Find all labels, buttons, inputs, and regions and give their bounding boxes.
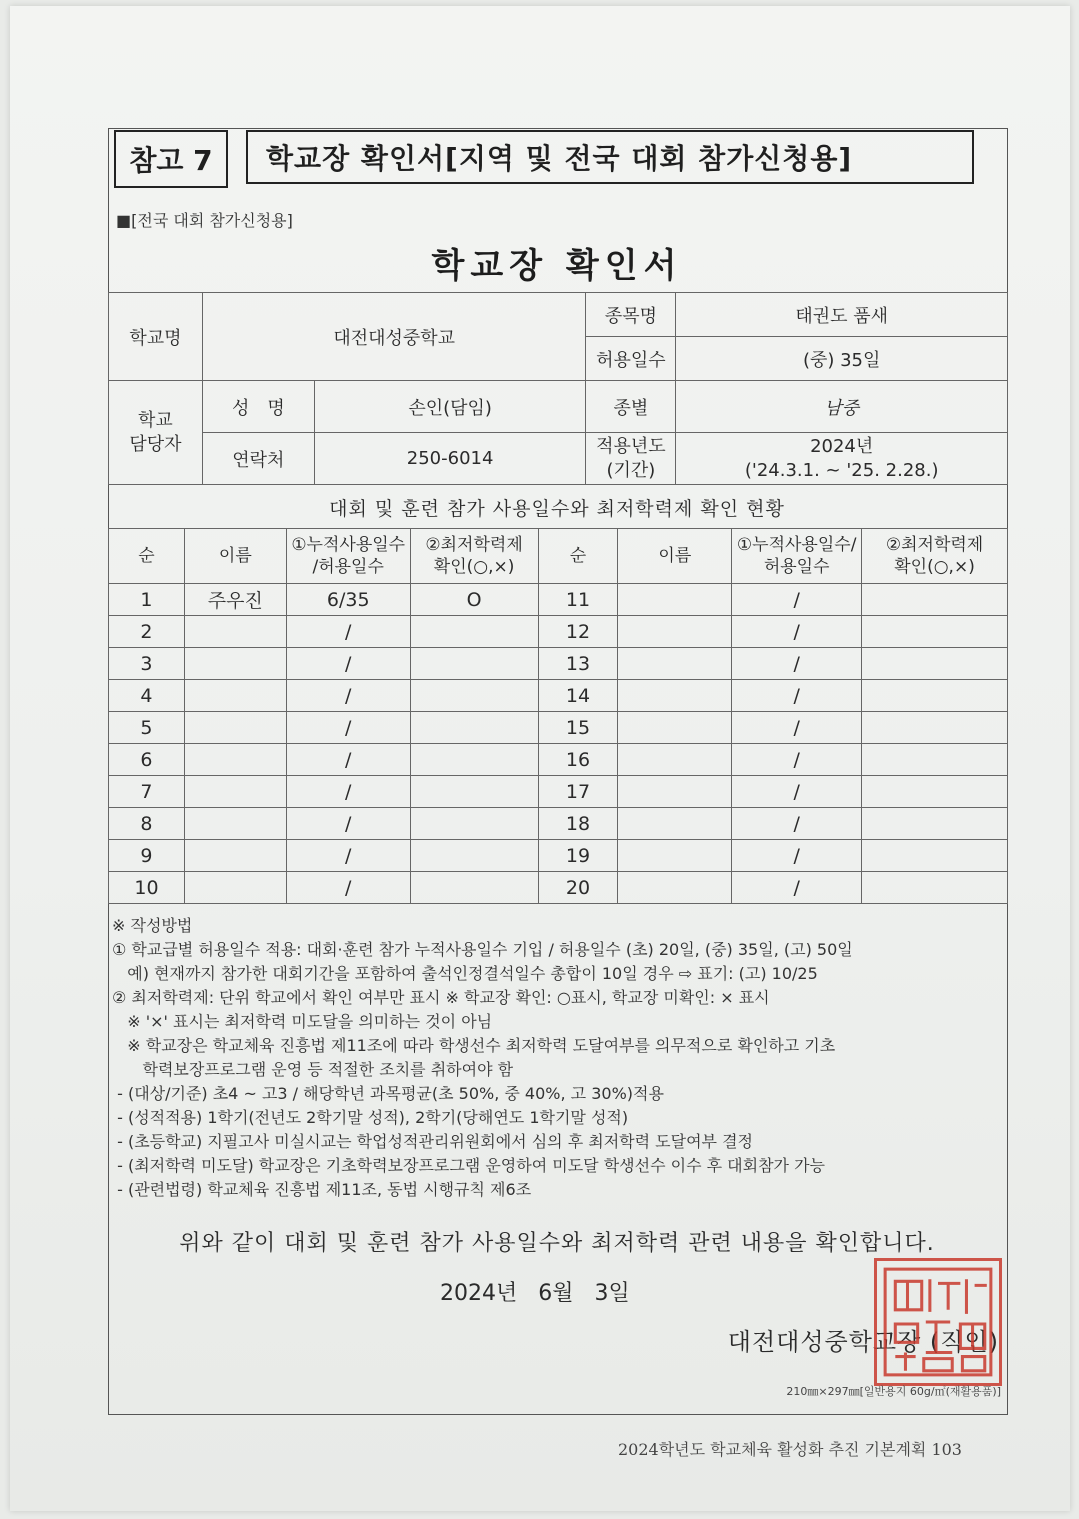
header-check-right-line2: 확인(○,×) [894,557,975,577]
instruction-line: - (관련법령) 학교체육 진흥법 제11조, 동법 시행규칙 제6조 [112,1180,532,1199]
school-value: 대전대성중학교 [202,293,586,381]
instruction-line: - (초등학교) 지필고사 미실시교는 학업성적관리위원회에서 심의 후 최저학력 도달여부 결정 [112,1132,753,1151]
academic-check-cell [862,744,1008,776]
academic-check-cell [410,712,538,744]
year-label-line2: (기간) [606,459,656,481]
academic-check-cell [862,808,1008,840]
athlete-name-cell [184,840,286,872]
used-days-cell: / [732,776,862,808]
row-number-cell: 15 [538,712,618,744]
contact-label: 연락처 [202,433,314,485]
used-days-cell: / [732,872,862,904]
row-number-cell: 7 [109,776,185,808]
header-days-line1: ①누적사용일수 [291,535,406,555]
athlete-name-cell [618,744,732,776]
year-value-line2: ('24.3.1. ~ '25. 2.28.) [744,459,939,481]
athlete-name-cell [184,776,286,808]
row-number-cell: 6 [109,744,185,776]
athlete-name-cell [618,584,732,616]
academic-check-cell [410,840,538,872]
header-check-line1: ②최저학력제 [425,535,523,555]
table-row [109,744,1008,776]
table-row [109,616,1008,648]
info-table [108,292,1008,485]
page-footer: 2024학년도 학교체육 활성화 추진 기본계획 103 [618,1440,962,1459]
athlete-name-cell [184,616,286,648]
table-row [109,648,1008,680]
row-number-cell: 10 [109,872,185,904]
year-value [676,433,1008,485]
header-check [410,529,538,584]
header-check-right [862,529,1008,584]
header-no: 순 [109,529,185,584]
instruction-line: 예) 현재까지 참가한 대회기간을 포함하여 출석인정결석일수 총합이 10일 경우 ⇨ 표기: (고) 10/25 [112,964,818,983]
table-header-row [109,529,1008,584]
year-label [586,433,676,485]
instruction-line: ① 학교급별 허용일수 적용: 대회·훈련 참가 누적사용일수 기입 / 허용일수 (초) 20일, (중) 35일, (고) 50일 [112,940,853,959]
athlete-name-cell [184,808,286,840]
header-days-right-line2: 허용일수 [763,557,830,577]
document-title: 학교장 확인서 [431,246,683,286]
used-days-cell: / [286,744,410,776]
used-days-cell: / [732,584,862,616]
academic-check-cell [862,872,1008,904]
table-caption: 대회 및 훈련 참가 사용일수와 최저학력제 확인 현황 [329,498,785,520]
athlete-name-cell [184,744,286,776]
used-days-cell: / [286,616,410,648]
instruction-line: - (대상/기준) 초4 ~ 고3 / 해당학년 과목평균(초 50%, 중 40%, 고 30%)적용 [112,1084,664,1103]
instruction-line: ※ 학교장은 학교체육 진흥법 제11조에 따라 학생선수 최저학력 도달여부를 의무적으로 확인하고 기초 [112,1036,836,1055]
name-value: 손인(담임) [314,381,586,433]
year-value-line1: 2024년 [810,435,874,457]
row-number-cell: 17 [538,776,618,808]
row-number-cell: 13 [538,648,618,680]
academic-check-cell [862,840,1008,872]
academic-check-cell [862,648,1008,680]
name-label: 성 명 [202,381,314,433]
paper-spec: 210㎜×297㎜[일반용지 60g/㎡(재활용품)] [786,1385,1001,1398]
writing-instructions [112,914,1004,1202]
header-check-right-line1: ②최저학력제 [885,535,984,555]
row-number-cell: 14 [538,680,618,712]
table-row [109,840,1008,872]
allow-value: (중) 35일 [676,337,1008,381]
type-label: 종별 [586,381,676,433]
table-row [109,808,1008,840]
official-seal-stamp [874,1258,1002,1386]
header-name: 이름 [184,529,286,584]
row-number-cell: 18 [538,808,618,840]
confirmation-date: 2024년 6월 3일 [440,1281,630,1306]
used-days-cell: / [732,840,862,872]
athlete-name-cell [184,680,286,712]
used-days-cell: / [286,680,410,712]
row-number-cell: 16 [538,744,618,776]
table-row [109,712,1008,744]
academic-check-cell [410,872,538,904]
header-days-right [732,529,862,584]
row-number-cell: 20 [538,872,618,904]
athlete-name-cell [618,872,732,904]
instruction-line: ② 최저학력제: 단위 학교에서 확인 여부만 표시 ※ 학교장 확인: ○표시, 학교장 미확인: × 표시 [112,988,770,1007]
row-number-cell: 12 [538,616,618,648]
used-days-cell: 6/35 [286,584,410,616]
academic-check-cell [410,744,538,776]
academic-check-cell [862,712,1008,744]
row-number-cell: 4 [109,680,185,712]
instruction-line: - (최저학력 미도달) 학교장은 기초학력보장프로그램 운영하여 미도달 학생선수 이수 후 대회참가 가능 [112,1156,825,1175]
academic-check-cell [410,808,538,840]
row-number-cell: 8 [109,808,185,840]
allow-label: 허용일수 [586,337,676,381]
instruction-line: ※ 작성방법 [112,916,193,935]
used-days-cell: / [286,808,410,840]
type-value: 남중 [676,381,1008,433]
participation-table [108,528,1008,904]
event-value: 태권도 품새 [676,293,1008,337]
event-label: 종목명 [586,293,676,337]
academic-check-cell [862,776,1008,808]
used-days-cell: / [286,712,410,744]
athlete-name-cell [618,840,732,872]
academic-check-cell [862,616,1008,648]
instruction-line: - (성적적용) 1학기(전년도 2학기말 성적), 2학기(당해연도 1학기말 성적) [112,1108,629,1127]
used-days-cell: / [732,680,862,712]
academic-check-cell [410,616,538,648]
used-days-cell: / [732,712,862,744]
academic-check-cell: O [410,584,538,616]
used-days-cell: / [286,648,410,680]
athlete-name-cell [618,712,732,744]
confirmation-statement: 위와 같이 대회 및 훈련 참가 사용일수와 최저학력 관련 내용을 확인합니다. [179,1231,935,1256]
header-days [286,529,410,584]
academic-check-cell [410,680,538,712]
athlete-name-cell [618,616,732,648]
academic-check-cell [862,584,1008,616]
athlete-name-cell [618,648,732,680]
row-number-cell: 9 [109,840,185,872]
row-number-cell: 3 [109,648,185,680]
row-number-cell: 11 [538,584,618,616]
used-days-cell: / [286,776,410,808]
table-row [109,776,1008,808]
header-days-right-line1: ①누적사용일수/ [736,535,857,555]
used-days-cell: / [732,744,862,776]
used-days-cell: / [732,808,862,840]
header-days-line2: /허용일수 [312,557,384,577]
academic-check-cell [862,680,1008,712]
instruction-line: ※ '×' 표시는 최저학력 미도달을 의미하는 것이 아님 [112,1012,493,1031]
header-no-right: 순 [538,529,618,584]
instruction-line: 학력보장프로그램 운영 등 적절한 조치를 취하여야 함 [112,1060,514,1079]
row-number-cell: 5 [109,712,185,744]
athlete-name-cell [618,776,732,808]
manager-label: 학교 담당자 [109,381,203,485]
header-check-line2: 확인(○,×) [433,557,515,577]
form-title: 학교장 확인서[지역 및 전국 대회 참가신청용] [246,130,974,184]
athlete-name-cell [618,808,732,840]
athlete-name-cell [184,648,286,680]
reference-label: 참고 7 [114,130,228,188]
signer-name: 대전대성중학교장 (직인) [727,1328,999,1356]
school-label: 학교명 [109,293,203,381]
contact-value: 250-6014 [314,433,586,485]
form-subtitle: ■[전국 대회 참가신청용] [116,211,293,230]
table-row [109,584,1008,616]
academic-check-cell [410,776,538,808]
year-label-line1: 적용년도 [596,435,666,457]
header-name-right: 이름 [618,529,732,584]
used-days-cell: / [286,872,410,904]
athlete-name-cell [184,872,286,904]
table-row [109,680,1008,712]
athlete-name-cell [184,712,286,744]
athlete-name-cell: 주우진 [184,584,286,616]
used-days-cell: / [732,616,862,648]
row-number-cell: 2 [109,616,185,648]
row-number-cell: 1 [109,584,185,616]
used-days-cell: / [732,648,862,680]
row-number-cell: 19 [538,840,618,872]
used-days-cell: / [286,840,410,872]
athlete-name-cell [618,680,732,712]
table-row [109,872,1008,904]
academic-check-cell [410,648,538,680]
